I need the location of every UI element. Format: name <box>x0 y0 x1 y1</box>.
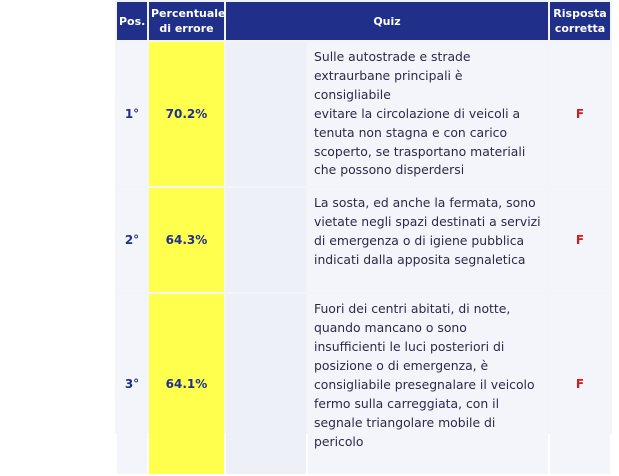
header-error-rate <box>149 2 224 40</box>
quiz-text-line: Fuori dei centri abitati, di notte, <box>314 301 511 317</box>
quiz-text-line: Sulle autostrade e strade <box>314 49 471 64</box>
quiz-text-line: segnale triangolare mobile di <box>314 414 496 430</box>
quiz-error-table <box>115 0 612 449</box>
quiz-text-line: posizione o di emergenza, è <box>314 358 489 374</box>
quiz-text-line: scoperto, se trasportano materiali <box>314 143 526 159</box>
quiz-text-line: vietate negli spazi destinati a servizi <box>314 214 541 230</box>
quiz-text-line: extraurbane principali è consigliabile <box>314 67 463 102</box>
header-answer-line2: corretta <box>554 22 606 35</box>
header-quiz <box>226 2 548 40</box>
quiz-text-line: quando mancano o sono <box>314 320 467 336</box>
row-image-placeholder <box>226 188 306 292</box>
row-image-placeholder <box>226 294 306 474</box>
quiz-text-line: di emergenza o di igiene pubblica <box>314 233 525 249</box>
row-position: 1° <box>117 42 147 186</box>
quiz-text-line: La sosta, ed anche la fermata, sono <box>314 195 536 211</box>
header-quiz-label: Quiz <box>373 14 401 28</box>
table-row <box>117 42 610 186</box>
table-row <box>117 294 610 474</box>
row-quiz-text <box>308 42 548 186</box>
row-answer: F <box>550 188 610 292</box>
row-quiz-text <box>308 188 548 292</box>
quiz-text-line: fermo sulla carreggiata, con il <box>314 395 500 411</box>
header-answer <box>550 2 610 40</box>
quiz-text-line: pericolo <box>314 433 364 449</box>
quiz-text-line: che possono disperdersi <box>314 162 465 178</box>
header-error-rate-line2: di errore <box>159 22 214 35</box>
quiz-text-line: evitare la circolazione di veicoli a <box>314 105 521 121</box>
header-position <box>117 2 147 40</box>
quiz-text-line: tenuta non stagna e con carico <box>314 124 508 140</box>
quiz-table <box>115 0 612 476</box>
row-position: 2° <box>117 188 147 292</box>
table-header-row <box>117 2 610 40</box>
row-position: 3° <box>117 294 147 474</box>
quiz-text-line: insufficienti le luci posteriori di <box>314 339 505 355</box>
row-answer: F <box>550 42 610 186</box>
quiz-text-line: consigliabile presegnalare il veicolo <box>314 376 535 392</box>
header-position-label: Pos. <box>119 14 146 28</box>
row-answer: F <box>550 294 610 474</box>
row-error-rate: 70.2% <box>149 42 224 186</box>
row-image-placeholder <box>226 42 306 186</box>
row-error-rate: 64.3% <box>149 188 224 292</box>
header-error-rate-line1: Percentuale <box>151 7 226 20</box>
quiz-text-line: indicati dalla apposita segnaletica <box>314 252 526 268</box>
row-quiz-text <box>308 294 548 474</box>
row-error-rate: 64.1% <box>149 294 224 474</box>
table-row <box>117 188 610 292</box>
header-answer-line1: Risposta <box>553 7 607 20</box>
